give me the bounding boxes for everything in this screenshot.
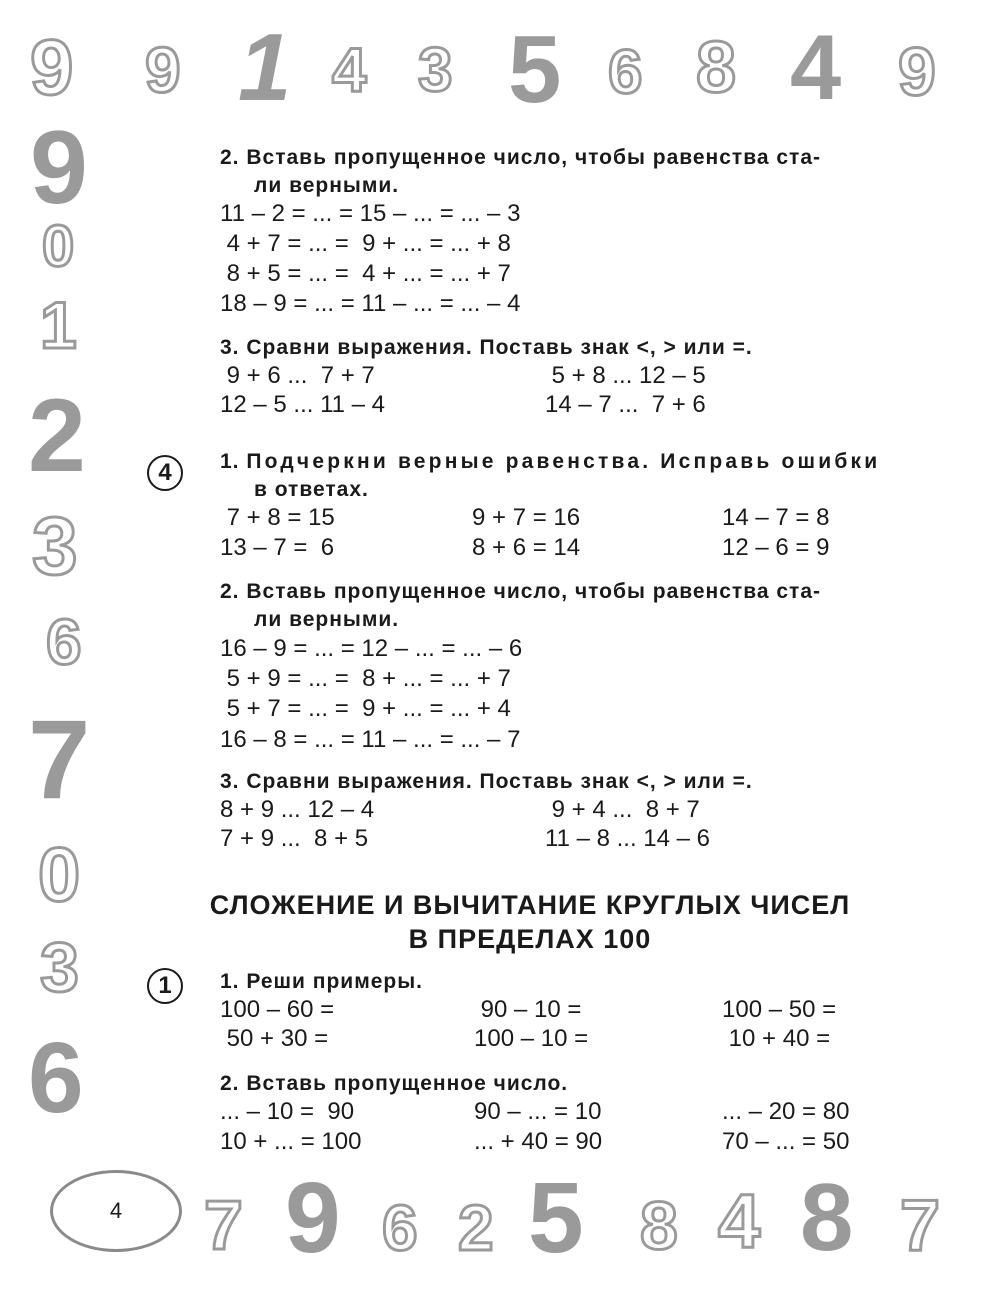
task-text: Вставь пропущенное число, чтобы равенства ста- [246,580,821,603]
decorative-digit: 9 [145,34,181,106]
example-item: 100 – 60 = [220,996,335,1023]
comparison-line: 8 + 9 ... 12 – 4 [220,796,375,823]
equality-item: 13 – 7 = 6 [220,534,335,561]
task-heading-continuation: ли верными. [254,608,400,631]
decorative-digit: 4 [718,1179,761,1264]
comparison-line: 11 – 8 ... 14 – 6 [545,825,711,852]
equation-line: 11 – 2 = ... = 15 – ... = ... – 3 [220,200,521,227]
example-item: 90 – 10 = [474,996,582,1023]
missing-number-item: ... – 20 = 80 [722,1098,850,1125]
decorative-digit: 4 [332,36,367,105]
task-text: Сравни выражения. Поставь знак <, > или =. [246,336,753,359]
task-text: Сравни выражения. Поставь знак <, > или =. [246,770,753,793]
section-title-line: В ПРЕДЕЛАХ 100 [408,924,652,954]
task-heading-continuation: в ответах. [254,478,369,501]
example-item: 100 – 10 = [474,1025,589,1052]
decorative-digit: 9 [30,110,88,226]
decorative-digit: 6 [608,38,643,107]
equality-item: 9 + 7 = 16 [472,504,581,531]
equality-item: 14 – 7 = 8 [722,504,830,531]
example-item: 100 – 50 = [722,996,837,1023]
decorative-digit: 4 [790,17,842,119]
task-text: Вставь пропущенное число. [246,1072,569,1095]
task-number: 1. [220,450,240,473]
exercise-number-badge: 1 [147,968,183,1004]
page-number: 4 [109,1198,123,1223]
task-number: 3. [220,770,240,793]
decorative-digit: 2 [458,1192,494,1264]
decorative-digit: 3 [418,36,453,105]
task-number: 2. [220,580,240,603]
equality-item: 8 + 6 = 14 [472,534,581,561]
task-number: 2. [220,1072,240,1095]
decorative-digit: 7 [28,697,91,822]
decorative-digit: 3 [40,928,79,1006]
decorative-digit: 6 [382,1192,418,1264]
equation-line: 4 + 7 = ... = 9 + ... = ... + 8 [220,230,511,257]
decorative-digit: 8 [640,1188,678,1264]
missing-number-item: ... – 10 = 90 [220,1098,355,1125]
example-item: 10 + 40 = [722,1025,831,1052]
task-text: Реши примеры. [246,970,424,993]
equality-item: 7 + 8 = 15 [220,504,335,531]
task-heading [220,580,821,604]
task-heading-continuation: ли верными. [254,174,400,197]
example-item: 50 + 30 = [220,1025,329,1052]
section-title-line: СЛОЖЕНИЕ И ВЫЧИТАНИЕ КРУГЛЫХ ЧИСЕЛ [209,890,851,920]
equation-line: 5 + 7 = ... = 9 + ... = ... + 4 [220,695,511,722]
task-text: Подчеркни верные равенства. Исправь ошибки [246,450,881,473]
missing-number-item: ... + 40 = 90 [474,1128,603,1155]
task-number: 3. [220,336,240,359]
decorative-digit: 8 [696,28,737,108]
equation-line: 18 – 9 = ... = 11 – ... = ... – 4 [220,290,521,317]
decorative-digit: 7 [204,1186,243,1264]
decorative-digit: 9 [30,23,74,111]
decorative-digit: 9 [285,1162,341,1274]
task-heading [220,450,880,474]
task-heading [220,770,753,794]
task-number: 2. [220,146,240,169]
comparison-line: 12 – 5 ... 11 – 4 [220,391,386,418]
comparison-line: 14 – 7 ... 7 + 6 [545,391,706,418]
equation-line: 16 – 8 = ... = 11 – ... = ... – 7 [220,726,521,753]
task-heading [220,146,821,170]
equality-item: 12 – 6 = 9 [722,534,830,561]
equation-line: 8 + 5 = ... = 4 + ... = ... + 7 [220,260,511,287]
decorative-digit: 3 [32,501,78,592]
comparison-line: 9 + 4 ... 8 + 7 [545,796,700,823]
comparison-line: 9 + 6 ... 7 + 7 [220,362,375,389]
task-heading [220,336,753,360]
exercise-number-badge: 4 [147,455,183,491]
comparison-line: 5 + 8 ... 12 – 5 [545,362,706,389]
decorative-digit: 5 [528,1162,584,1274]
decorative-digit: 8 [800,1164,854,1271]
section-title [150,888,910,956]
decorative-digit: 6 [28,1022,84,1134]
missing-number-item: 10 + ... = 100 [220,1128,362,1155]
decorative-digit: 7 [900,1186,941,1266]
comparison-line: 7 + 9 ... 8 + 5 [220,825,369,852]
task-number: 1. [220,970,240,993]
decorative-digit: 6 [46,606,82,678]
missing-number-item: 90 – ... = 10 [474,1098,602,1125]
decorative-digit: 5 [508,16,562,123]
task-heading [220,1072,568,1096]
decorative-digit: 1 [40,288,77,362]
task-text: Вставь пропущенное число, чтобы равенства ста- [246,146,821,169]
decorative-digit: 0 [38,833,81,918]
decorative-digit: 2 [28,378,86,494]
missing-number-item: 70 – ... = 50 [722,1128,850,1155]
decorative-digit: 9 [898,34,936,110]
equation-line: 16 – 9 = ... = 12 – ... = ... – 6 [220,635,523,662]
decorative-digit: 0 [42,214,75,279]
equation-line: 5 + 9 = ... = 8 + ... = ... + 7 [220,665,511,692]
task-heading [220,970,423,994]
decorative-digit: 1 [238,14,292,121]
